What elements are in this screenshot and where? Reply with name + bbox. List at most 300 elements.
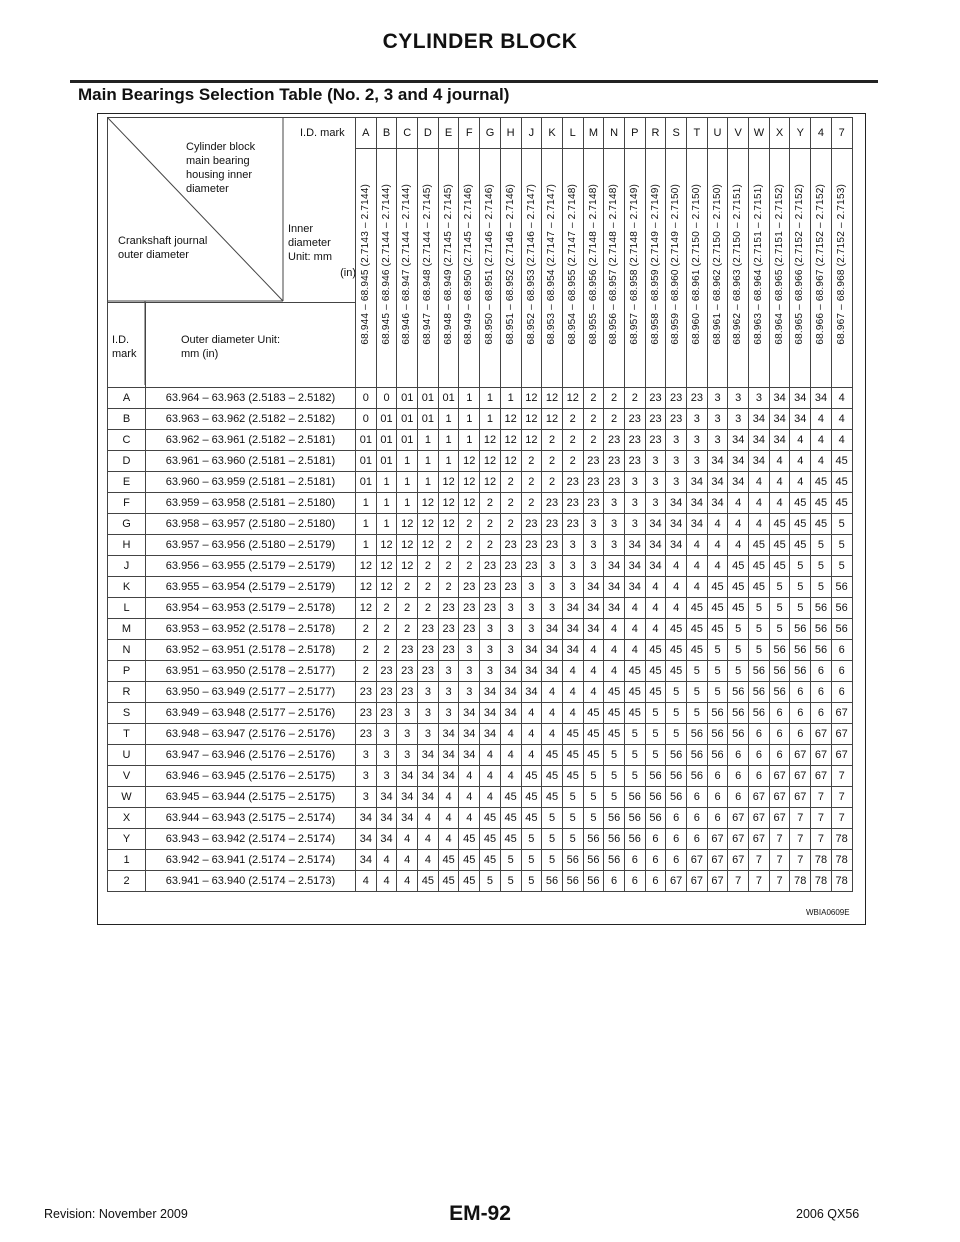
grade-cell: 5 bbox=[831, 514, 852, 535]
row-mark: U bbox=[108, 745, 146, 766]
grade-cell: 34 bbox=[728, 451, 749, 472]
grade-cell: 4 bbox=[500, 745, 521, 766]
grade-cell: 45 bbox=[645, 682, 666, 703]
grade-cell: 4 bbox=[666, 577, 687, 598]
grade-cell: 7 bbox=[790, 808, 811, 829]
grade-cell: 2 bbox=[604, 388, 625, 409]
grade-cell: 56 bbox=[728, 682, 749, 703]
grade-cell: 34 bbox=[687, 472, 708, 493]
table-row bbox=[108, 703, 853, 724]
grade-cell: 67 bbox=[707, 829, 728, 850]
grade-cell: 4 bbox=[480, 745, 501, 766]
grade-cell: 2 bbox=[521, 451, 542, 472]
grade-cell: 23 bbox=[356, 703, 377, 724]
grade-cell: 01 bbox=[397, 430, 418, 451]
grade-cell: 5 bbox=[666, 682, 687, 703]
footer-model: 2006 QX56 bbox=[796, 1207, 860, 1221]
grade-cell: 01 bbox=[356, 451, 377, 472]
grade-cell: 4 bbox=[376, 871, 397, 892]
grade-cell: 3 bbox=[356, 766, 377, 787]
grade-cell: 45 bbox=[749, 535, 770, 556]
grade-cell: 5 bbox=[811, 535, 832, 556]
grade-cell: 34 bbox=[666, 535, 687, 556]
header-rule bbox=[70, 80, 878, 83]
grade-cell: 1 bbox=[459, 388, 480, 409]
grade-cell: 78 bbox=[811, 850, 832, 871]
grade-cell: 45 bbox=[728, 598, 749, 619]
grade-cell: 2 bbox=[500, 472, 521, 493]
table-row bbox=[108, 388, 853, 409]
grade-cell: 4 bbox=[604, 619, 625, 640]
grade-cell: 4 bbox=[542, 724, 563, 745]
grade-cell: 23 bbox=[438, 619, 459, 640]
grade-cell: 56 bbox=[604, 829, 625, 850]
grade-cell: 01 bbox=[418, 409, 439, 430]
grade-cell: 4 bbox=[790, 430, 811, 451]
grade-cell: 45 bbox=[790, 514, 811, 535]
table-row bbox=[108, 787, 853, 808]
row-range: 63.943 – 63.942 (2.5174 – 2.5174) bbox=[146, 829, 356, 850]
grade-cell: 7 bbox=[831, 808, 852, 829]
grade-cell: 3 bbox=[604, 514, 625, 535]
grade-cell: 23 bbox=[604, 451, 625, 472]
grade-cell: 56 bbox=[831, 577, 852, 598]
grade-cell: 34 bbox=[666, 514, 687, 535]
grade-cell: 3 bbox=[604, 535, 625, 556]
grade-cell: 4 bbox=[707, 535, 728, 556]
column-range: 68.945 – 68.946 (2.7144 – 2.7144) bbox=[380, 184, 392, 345]
grade-cell: 5 bbox=[645, 724, 666, 745]
grade-cell: 4 bbox=[604, 661, 625, 682]
grade-cell: 34 bbox=[562, 619, 583, 640]
grade-cell: 45 bbox=[542, 766, 563, 787]
grade-cell: 45 bbox=[707, 619, 728, 640]
table-row bbox=[108, 514, 853, 535]
grade-cell: 4 bbox=[604, 640, 625, 661]
grade-cell: 12 bbox=[521, 388, 542, 409]
grade-cell: 4 bbox=[542, 703, 563, 724]
grade-cell: 67 bbox=[749, 808, 770, 829]
inner-diameter-label: Inner diameter Unit: mm bbox=[288, 223, 332, 263]
grade-cell: 23 bbox=[521, 535, 542, 556]
grade-cell: 23 bbox=[562, 493, 583, 514]
grade-cell: 01 bbox=[356, 472, 377, 493]
grade-cell: 01 bbox=[418, 388, 439, 409]
grade-cell: 1 bbox=[397, 493, 418, 514]
column-mark: M bbox=[583, 118, 604, 149]
grade-cell: 56 bbox=[645, 787, 666, 808]
grade-cell: 2 bbox=[356, 661, 377, 682]
grade-cell: 3 bbox=[438, 661, 459, 682]
grade-cell: 4 bbox=[645, 619, 666, 640]
grade-cell: 3 bbox=[397, 703, 418, 724]
column-range-cell bbox=[562, 149, 583, 388]
grade-cell: 4 bbox=[687, 556, 708, 577]
column-mark: B bbox=[376, 118, 397, 149]
column-range-cell bbox=[583, 149, 604, 388]
grade-cell: 1 bbox=[418, 472, 439, 493]
grade-cell: 2 bbox=[376, 598, 397, 619]
grade-cell: 1 bbox=[376, 514, 397, 535]
grade-cell: 45 bbox=[811, 472, 832, 493]
grade-cell: 45 bbox=[521, 808, 542, 829]
grade-cell: 23 bbox=[542, 514, 563, 535]
grade-cell: 01 bbox=[376, 451, 397, 472]
grade-cell: 6 bbox=[749, 724, 770, 745]
grade-cell: 23 bbox=[542, 535, 563, 556]
row-mark: M bbox=[108, 619, 146, 640]
grade-cell: 23 bbox=[376, 682, 397, 703]
grade-cell: 6 bbox=[769, 703, 790, 724]
grade-cell: 12 bbox=[542, 388, 563, 409]
grade-cell: 4 bbox=[666, 598, 687, 619]
grade-cell: 34 bbox=[397, 808, 418, 829]
column-range: 68.964 – 68.965 (2.7151 – 2.7152) bbox=[773, 184, 785, 345]
grade-cell: 2 bbox=[500, 514, 521, 535]
grade-cell: 2 bbox=[418, 598, 439, 619]
grade-cell: 56 bbox=[811, 619, 832, 640]
grade-cell: 12 bbox=[356, 598, 377, 619]
grade-cell: 1 bbox=[397, 451, 418, 472]
grade-cell: 45 bbox=[728, 577, 749, 598]
grade-cell: 56 bbox=[831, 619, 852, 640]
column-range: 68.956 – 68.957 (2.7148 – 2.7148) bbox=[608, 184, 620, 345]
row-range: 63.962 – 63.961 (2.5182 – 2.5181) bbox=[146, 430, 356, 451]
column-range-cell bbox=[831, 149, 852, 388]
grade-cell: 45 bbox=[790, 493, 811, 514]
grade-cell: 01 bbox=[376, 409, 397, 430]
grade-cell: 34 bbox=[418, 745, 439, 766]
grade-cell: 5 bbox=[687, 682, 708, 703]
row-mark: R bbox=[108, 682, 146, 703]
grade-cell: 12 bbox=[542, 409, 563, 430]
grade-cell: 5 bbox=[728, 661, 749, 682]
grade-cell: 45 bbox=[562, 766, 583, 787]
column-range: 68.958 – 68.959 (2.7149 – 2.7149) bbox=[649, 184, 661, 345]
column-mark: S bbox=[666, 118, 687, 149]
grade-cell: 45 bbox=[418, 871, 439, 892]
grade-cell: 3 bbox=[687, 409, 708, 430]
grade-cell: 34 bbox=[687, 493, 708, 514]
grade-cell: 6 bbox=[687, 829, 708, 850]
grade-cell: 6 bbox=[811, 682, 832, 703]
row-range: 63.949 – 63.948 (2.5177 – 2.5176) bbox=[146, 703, 356, 724]
grade-cell: 4 bbox=[562, 703, 583, 724]
row-mark: S bbox=[108, 703, 146, 724]
row-range: 63.961 – 63.960 (2.5181 – 2.5181) bbox=[146, 451, 356, 472]
grade-cell: 3 bbox=[418, 724, 439, 745]
grade-cell: 45 bbox=[769, 556, 790, 577]
grade-cell: 34 bbox=[583, 598, 604, 619]
grade-cell: 7 bbox=[811, 787, 832, 808]
column-mark: X bbox=[769, 118, 790, 149]
grade-cell: 5 bbox=[769, 598, 790, 619]
grade-cell: 6 bbox=[707, 766, 728, 787]
grade-cell: 56 bbox=[769, 640, 790, 661]
grade-cell: 2 bbox=[542, 430, 563, 451]
grade-cell: 45 bbox=[666, 640, 687, 661]
grade-cell: 4 bbox=[811, 451, 832, 472]
grade-cell: 12 bbox=[521, 409, 542, 430]
grade-cell: 34 bbox=[376, 808, 397, 829]
grade-cell: 45 bbox=[666, 619, 687, 640]
grade-cell: 3 bbox=[707, 388, 728, 409]
column-range-cell bbox=[480, 149, 501, 388]
grade-cell: 12 bbox=[376, 535, 397, 556]
grade-cell: 23 bbox=[562, 472, 583, 493]
grade-cell: 4 bbox=[769, 472, 790, 493]
grade-cell: 23 bbox=[418, 619, 439, 640]
grade-cell: 23 bbox=[418, 661, 439, 682]
grade-cell: 2 bbox=[356, 640, 377, 661]
grade-cell: 45 bbox=[624, 703, 645, 724]
grade-cell: 4 bbox=[542, 682, 563, 703]
grade-cell: 4 bbox=[645, 598, 666, 619]
row-range: 63.955 – 63.954 (2.5179 – 2.5179) bbox=[146, 577, 356, 598]
grade-cell: 34 bbox=[707, 451, 728, 472]
grade-cell: 4 bbox=[397, 871, 418, 892]
column-mark: R bbox=[645, 118, 666, 149]
row-range: 63.963 – 63.962 (2.5182 – 2.5182) bbox=[146, 409, 356, 430]
column-range-cell bbox=[624, 149, 645, 388]
column-range-cell bbox=[707, 149, 728, 388]
grade-cell: 23 bbox=[624, 409, 645, 430]
row-range: 63.941 – 63.940 (2.5174 – 2.5173) bbox=[146, 871, 356, 892]
grade-cell: 12 bbox=[459, 451, 480, 472]
grade-cell: 2 bbox=[397, 577, 418, 598]
row-range: 63.958 – 63.957 (2.5180 – 2.5180) bbox=[146, 514, 356, 535]
row-mark: B bbox=[108, 409, 146, 430]
grade-cell: 34 bbox=[769, 409, 790, 430]
grade-cell: 23 bbox=[645, 388, 666, 409]
column-range-cell bbox=[749, 149, 770, 388]
grade-cell: 56 bbox=[749, 703, 770, 724]
table-row bbox=[108, 493, 853, 514]
grade-cell: 3 bbox=[624, 514, 645, 535]
grade-cell: 4 bbox=[769, 493, 790, 514]
grade-cell: 1 bbox=[438, 409, 459, 430]
grade-cell: 34 bbox=[583, 577, 604, 598]
column-mark: N bbox=[604, 118, 625, 149]
grade-cell: 5 bbox=[831, 556, 852, 577]
grade-cell: 5 bbox=[769, 577, 790, 598]
grade-cell: 56 bbox=[645, 808, 666, 829]
grade-cell: 45 bbox=[480, 850, 501, 871]
grade-cell: 67 bbox=[728, 829, 749, 850]
grade-cell: 34 bbox=[521, 682, 542, 703]
grade-cell: 3 bbox=[562, 535, 583, 556]
grade-cell: 5 bbox=[749, 619, 770, 640]
grade-cell: 3 bbox=[459, 682, 480, 703]
column-range: 68.960 – 68.961 (2.7150 – 2.7150) bbox=[691, 184, 702, 345]
row-mark: D bbox=[108, 451, 146, 472]
grade-cell: 23 bbox=[459, 598, 480, 619]
grade-cell: 56 bbox=[687, 766, 708, 787]
column-range-cell bbox=[769, 149, 790, 388]
outer-diameter-label: Outer diameter Unit: mm (in) bbox=[181, 334, 281, 360]
grade-cell: 5 bbox=[749, 598, 770, 619]
grade-cell: 34 bbox=[604, 577, 625, 598]
grade-cell: 2 bbox=[542, 451, 563, 472]
grade-cell: 67 bbox=[749, 787, 770, 808]
grade-cell: 56 bbox=[790, 619, 811, 640]
grade-cell: 6 bbox=[645, 871, 666, 892]
grade-cell: 4 bbox=[500, 766, 521, 787]
grade-cell: 6 bbox=[749, 766, 770, 787]
grade-cell: 67 bbox=[831, 724, 852, 745]
grade-cell: 45 bbox=[480, 808, 501, 829]
grade-cell: 67 bbox=[790, 745, 811, 766]
column-range-cell bbox=[687, 149, 708, 388]
grade-cell: 12 bbox=[376, 556, 397, 577]
grade-cell: 5 bbox=[790, 577, 811, 598]
grade-cell: 34 bbox=[480, 724, 501, 745]
grade-cell: 34 bbox=[438, 724, 459, 745]
table-row bbox=[108, 640, 853, 661]
grade-cell: 34 bbox=[438, 745, 459, 766]
grade-cell: 5 bbox=[645, 745, 666, 766]
grade-cell: 7 bbox=[831, 766, 852, 787]
grade-cell: 34 bbox=[542, 661, 563, 682]
column-range: 68.944 – 68.945 (2.7143 – 2.7144) bbox=[360, 184, 371, 345]
grade-cell: 34 bbox=[604, 556, 625, 577]
grade-cell: 56 bbox=[604, 850, 625, 871]
grade-cell: 7 bbox=[831, 787, 852, 808]
grade-cell: 34 bbox=[707, 472, 728, 493]
grade-cell: 5 bbox=[542, 829, 563, 850]
grade-cell: 2 bbox=[459, 514, 480, 535]
grade-cell: 5 bbox=[500, 871, 521, 892]
grade-cell: 3 bbox=[624, 493, 645, 514]
grade-cell: 34 bbox=[749, 409, 770, 430]
grade-cell: 3 bbox=[583, 535, 604, 556]
grade-cell: 4 bbox=[583, 661, 604, 682]
grade-cell: 12 bbox=[438, 472, 459, 493]
row-mark: F bbox=[108, 493, 146, 514]
grade-cell: 4 bbox=[438, 808, 459, 829]
grade-cell: 7 bbox=[769, 850, 790, 871]
grade-cell: 3 bbox=[749, 388, 770, 409]
grade-cell: 4 bbox=[831, 409, 852, 430]
column-range: 68.946 – 68.947 (2.7144 – 2.7144) bbox=[401, 184, 413, 345]
grade-cell: 23 bbox=[397, 640, 418, 661]
row-range: 63.956 – 63.955 (2.5179 – 2.5179) bbox=[146, 556, 356, 577]
grade-cell: 56 bbox=[769, 682, 790, 703]
grade-cell: 5 bbox=[624, 745, 645, 766]
grade-cell: 12 bbox=[459, 493, 480, 514]
grade-cell: 34 bbox=[624, 556, 645, 577]
grade-cell: 56 bbox=[624, 787, 645, 808]
grade-cell: 2 bbox=[583, 430, 604, 451]
grade-cell: 67 bbox=[728, 808, 749, 829]
grade-cell: 5 bbox=[790, 556, 811, 577]
grade-cell: 7 bbox=[769, 829, 790, 850]
grade-cell: 3 bbox=[500, 619, 521, 640]
grade-cell: 34 bbox=[397, 766, 418, 787]
grade-cell: 4 bbox=[666, 556, 687, 577]
grade-cell: 1 bbox=[480, 409, 501, 430]
grade-cell: 4 bbox=[811, 409, 832, 430]
grade-cell: 78 bbox=[831, 829, 852, 850]
grade-cell: 1 bbox=[356, 493, 377, 514]
grade-cell: 3 bbox=[562, 577, 583, 598]
grade-cell: 56 bbox=[811, 598, 832, 619]
grade-cell: 78 bbox=[831, 871, 852, 892]
row-range: 63.951 – 63.950 (2.5178 – 2.5177) bbox=[146, 661, 356, 682]
column-mark: Y bbox=[790, 118, 811, 149]
grade-cell: 67 bbox=[811, 766, 832, 787]
grade-cell: 67 bbox=[749, 829, 770, 850]
table-row bbox=[108, 724, 853, 745]
grade-cell: 34 bbox=[604, 598, 625, 619]
grade-cell: 56 bbox=[707, 703, 728, 724]
grade-cell: 3 bbox=[521, 598, 542, 619]
grade-cell: 5 bbox=[707, 661, 728, 682]
grade-cell: 34 bbox=[811, 388, 832, 409]
column-mark: V bbox=[728, 118, 749, 149]
row-mark: X bbox=[108, 808, 146, 829]
grade-cell: 56 bbox=[707, 745, 728, 766]
grade-cell: 67 bbox=[666, 871, 687, 892]
grade-cell: 23 bbox=[645, 430, 666, 451]
grade-cell: 23 bbox=[521, 514, 542, 535]
grade-cell: 3 bbox=[500, 640, 521, 661]
grade-cell: 5 bbox=[831, 535, 852, 556]
row-range: 63.957 – 63.956 (2.5180 – 2.5179) bbox=[146, 535, 356, 556]
id-mark-top-label: I.D. mark bbox=[300, 127, 345, 139]
grade-cell: 3 bbox=[542, 577, 563, 598]
grade-cell: 6 bbox=[604, 871, 625, 892]
grade-cell: 12 bbox=[500, 451, 521, 472]
figure-code: WBIA0609E bbox=[806, 908, 850, 917]
grade-cell: 2 bbox=[624, 388, 645, 409]
grade-cell: 4 bbox=[521, 724, 542, 745]
grade-cell: 1 bbox=[356, 514, 377, 535]
grade-cell: 12 bbox=[418, 493, 439, 514]
grade-cell: 34 bbox=[500, 661, 521, 682]
grade-cell: 56 bbox=[769, 661, 790, 682]
grade-cell: 45 bbox=[666, 661, 687, 682]
grade-cell: 5 bbox=[728, 640, 749, 661]
grade-cell: 23 bbox=[500, 556, 521, 577]
table-row bbox=[108, 682, 853, 703]
grade-cell: 78 bbox=[790, 871, 811, 892]
grade-cell: 3 bbox=[356, 745, 377, 766]
column-range-cell bbox=[376, 149, 397, 388]
grade-cell: 4 bbox=[397, 829, 418, 850]
grade-cell: 23 bbox=[397, 661, 418, 682]
grade-cell: 5 bbox=[604, 745, 625, 766]
grade-cell: 12 bbox=[397, 535, 418, 556]
crankshaft-journal-label: Crankshaft journal outer diameter bbox=[118, 235, 208, 261]
row-mark: W bbox=[108, 787, 146, 808]
grade-cell: 6 bbox=[831, 682, 852, 703]
column-range: 68.963 – 68.964 (2.7151 – 2.7151) bbox=[753, 184, 765, 345]
grade-cell: 56 bbox=[790, 661, 811, 682]
grade-cell: 12 bbox=[480, 430, 501, 451]
grade-cell: 45 bbox=[728, 556, 749, 577]
grade-cell: 45 bbox=[438, 850, 459, 871]
column-mark: G bbox=[480, 118, 501, 149]
grade-cell: 01 bbox=[356, 430, 377, 451]
grade-cell: 4 bbox=[376, 850, 397, 871]
grade-cell: 12 bbox=[418, 535, 439, 556]
grade-cell: 67 bbox=[790, 787, 811, 808]
grade-cell: 4 bbox=[831, 430, 852, 451]
row-mark: J bbox=[108, 556, 146, 577]
grade-cell: 34 bbox=[645, 535, 666, 556]
row-mark: E bbox=[108, 472, 146, 493]
